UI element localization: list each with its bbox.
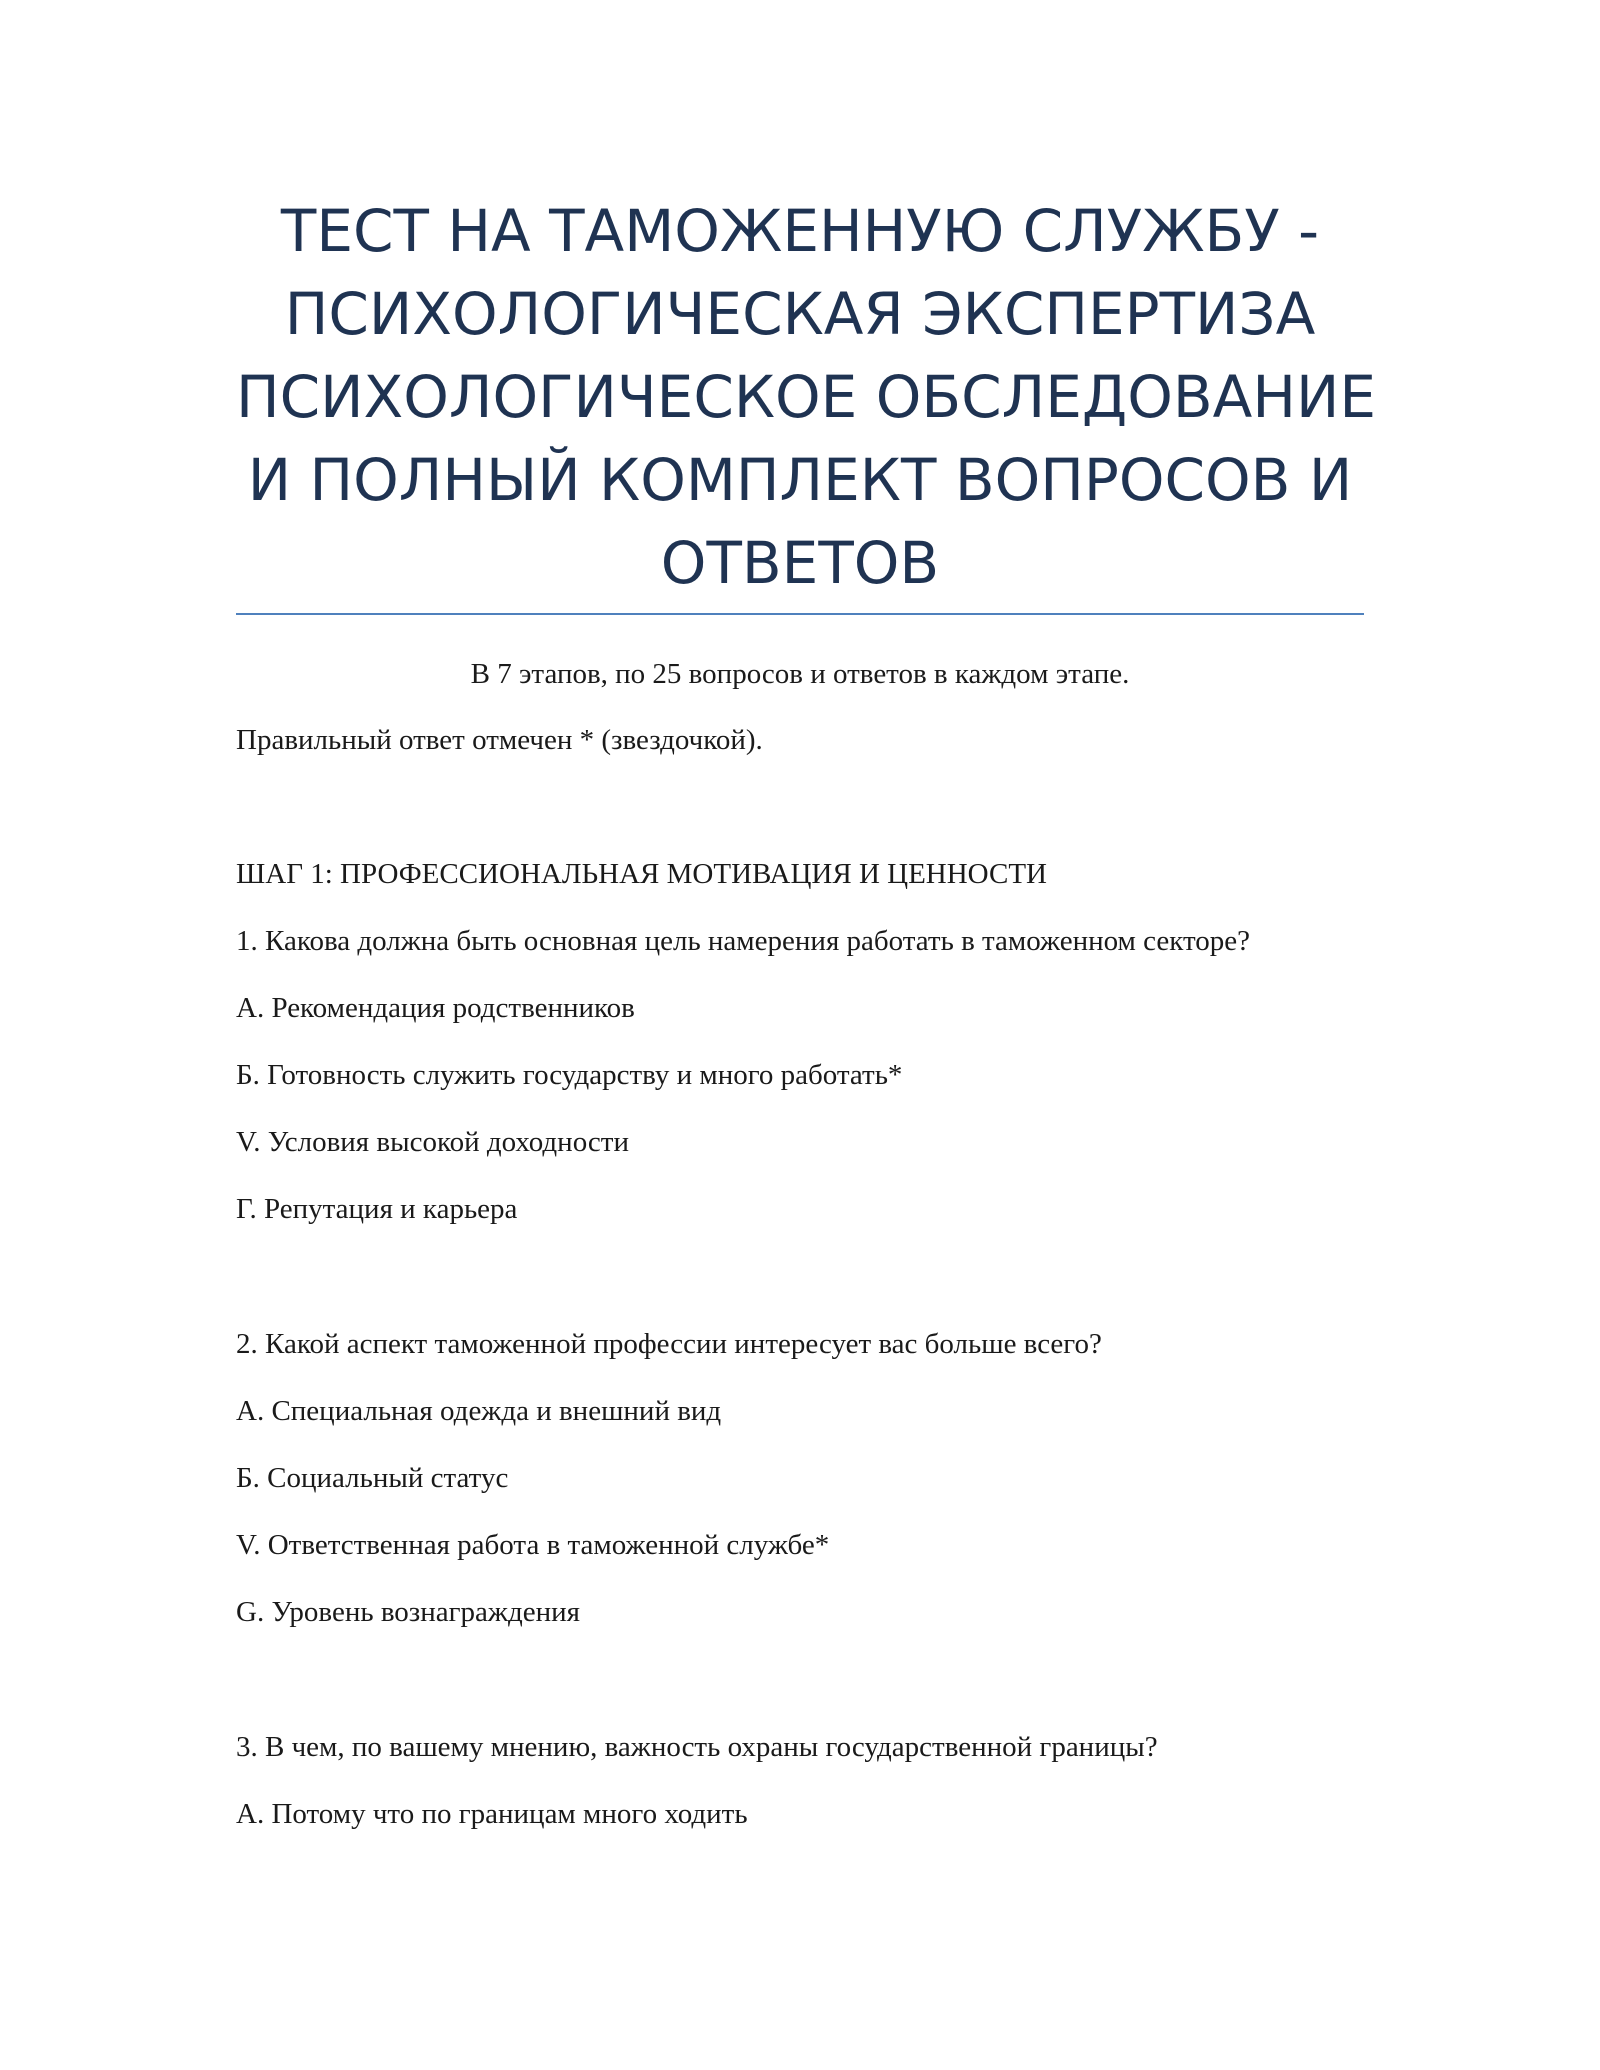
document-title [236,190,1377,605]
intro-centered-text: В 7 этапов, по 25 вопросов и ответов в каждом этапе. [470,658,1130,690]
title-line: ТЕСТ НА ТАМОЖЕННУЮ СЛУЖБУ - [280,197,1320,265]
title-line: ПСИХОЛОГИЧЕСКАЯ ЭКСПЕРТИЗА [284,280,1316,348]
title-divider [236,613,1364,615]
answer-2d: G. Уровень вознаграждения [236,1596,580,1628]
question-3: 3. В чем, по вашему мнению, важность охраны государственной границы? [236,1731,1158,1763]
question-2: 2. Какой аспект таможенной профессии интересует вас больше всего? [236,1328,1102,1360]
intro-note: Правильный ответ отмечен * (звездочкой). [236,724,763,756]
title-line: И ПОЛНЫЙ КОМПЛЕКТ ВОПРОСОВ И [247,446,1353,514]
answer-1d: Г. Репутация и карьера [236,1193,518,1225]
answer-2b: Б. Социальный статус [236,1462,509,1494]
answer-1c: V. Условия высокой доходности [236,1126,629,1158]
title-line: ПСИХОЛОГИЧЕСКОЕ ОБСЛЕДОВАНИЕ [236,363,1377,431]
answer-1a: А. Рекомендация родственников [236,992,635,1024]
step-heading: ШАГ 1: ПРОФЕССИОНАЛЬНАЯ МОТИВАЦИЯ И ЦЕННОСТИ [236,858,1047,890]
question-1: 1. Какова должна быть основная цель намерения работать в таможенном секторе? [236,925,1250,957]
title-line: ОТВЕТОВ [660,529,940,597]
answer-1b: Б. Готовность служить государству и много работать* [236,1059,903,1091]
answer-3a: А. Потому что по границам много ходить [236,1798,748,1830]
answer-2a: А. Специальная одежда и внешний вид [236,1395,722,1427]
answer-2c: V. Ответственная работа в таможенной службе* [236,1529,830,1561]
